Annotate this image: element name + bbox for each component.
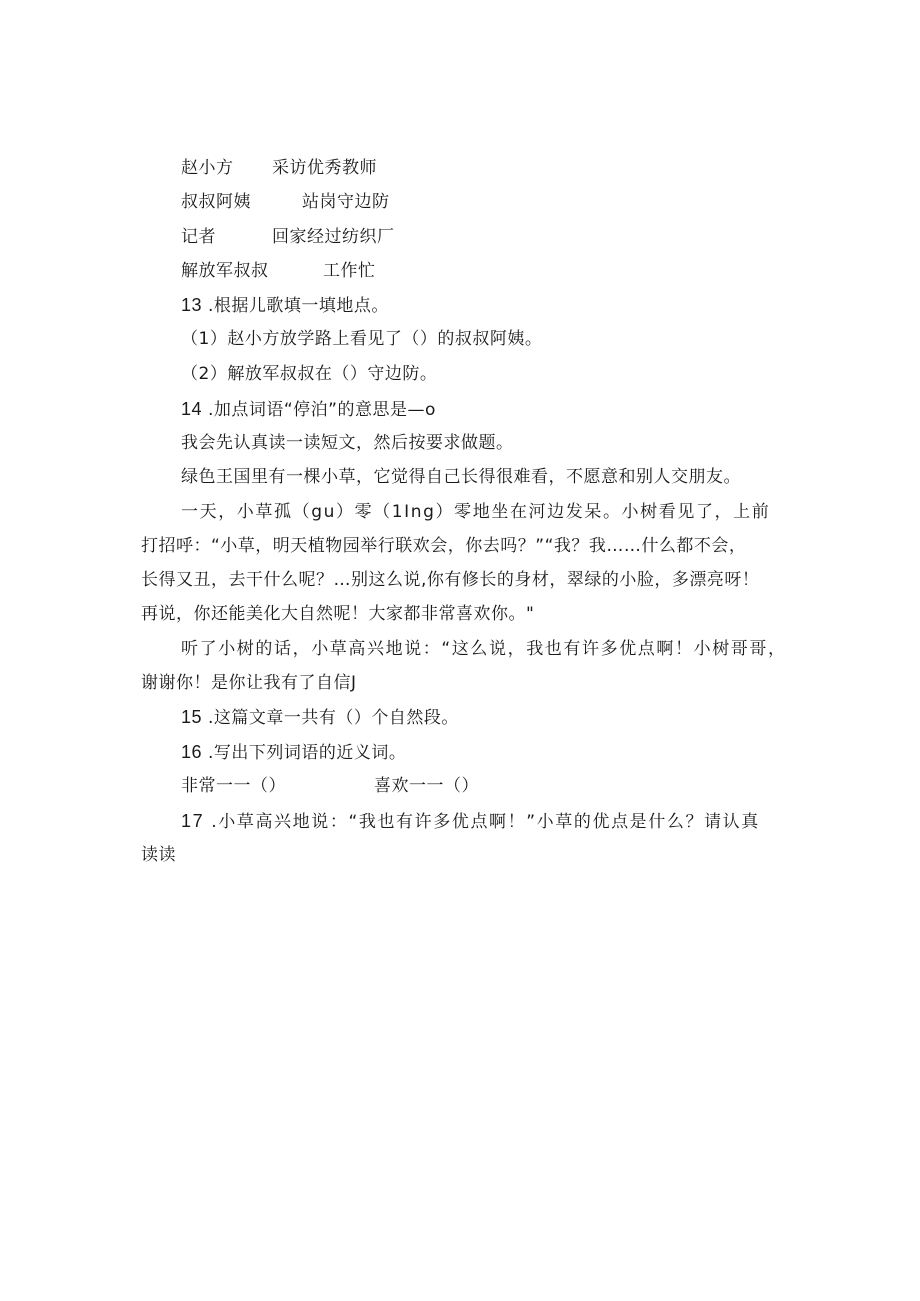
question-13-number: 13	[181, 295, 203, 315]
question-14-text: .加点词语“停泊”的意思是—o	[207, 400, 436, 420]
reading-paragraph-1: 绿色王国里有一棵小草，它觉得自己长得很难看，不愿意和别人交朋友。	[181, 467, 741, 487]
reading-paragraph-2-line-3: 长得又丑，去干什么呢？…别这么说,你有修长的身材，翠绿的小脸，多漂亮呀！	[141, 570, 760, 590]
reading-paragraph-3-line-2: 谢谢你！是你让我有了自信J	[141, 673, 357, 693]
match-left-2: 叔叔阿姨	[181, 192, 251, 212]
match-left-3: 记者	[181, 227, 216, 247]
match-left-1: 赵小方	[181, 158, 234, 178]
question-16-number: 16	[181, 742, 203, 762]
question-16-item-1: 非常一一（）	[181, 776, 286, 796]
match-left-4: 解放军叔叔	[181, 261, 269, 281]
question-17	[181, 810, 760, 833]
reading-paragraph-2-line-4: 再说，你还能美化大自然呢！大家都非常喜欢你。"	[141, 604, 535, 624]
match-right-1: 采访优秀教师	[272, 158, 377, 178]
question-14-number: 14	[181, 399, 203, 419]
question-17-number: 17	[181, 811, 205, 831]
question-16	[181, 741, 406, 764]
question-13-text: .根据儿歌填一填地点。	[207, 296, 389, 316]
reading-paragraph-2-line-2: 打招呼：“小草，明天植物园举行联欢会，你去吗？”“我？我……什么都不会，	[141, 536, 747, 556]
reading-paragraph-2-line-1: 一天，小草孤（gu）零（1Ing）零地坐在河边发呆。小树看见了，上前	[181, 502, 771, 522]
match-right-2: 站岗守边防	[302, 192, 390, 212]
question-17-text-line-2: 读读	[141, 845, 176, 865]
question-13	[181, 294, 389, 317]
match-right-3: 回家经过纺织厂	[272, 227, 395, 247]
question-15-number: 15	[181, 707, 203, 727]
question-13-sub-1: （1）赵小方放学路上看见了（）的叔叔阿姨。	[181, 329, 543, 349]
question-17-text-line-1: .小草高兴地说：“我也有许多优点啊！”小草的优点是什么？请认真	[211, 812, 760, 832]
reading-paragraph-3-line-1: 听了小树的话，小草高兴地说：“这么说，我也有许多优点啊！小树哥哥，	[181, 639, 787, 659]
question-16-item-2: 喜欢一一（）	[374, 776, 479, 796]
match-right-4: 工作忙	[323, 261, 376, 281]
question-14	[181, 398, 436, 421]
reading-instruction: 我会先认真读一读短文，然后按要求做题。	[181, 433, 514, 453]
question-15-text: .这篇文章一共有（）个自然段。	[207, 708, 459, 728]
question-15	[181, 706, 459, 729]
question-13-sub-2: （2）解放军叔叔在（）守边防。	[181, 364, 438, 384]
question-16-text: .写出下列词语的近义词。	[207, 743, 407, 763]
